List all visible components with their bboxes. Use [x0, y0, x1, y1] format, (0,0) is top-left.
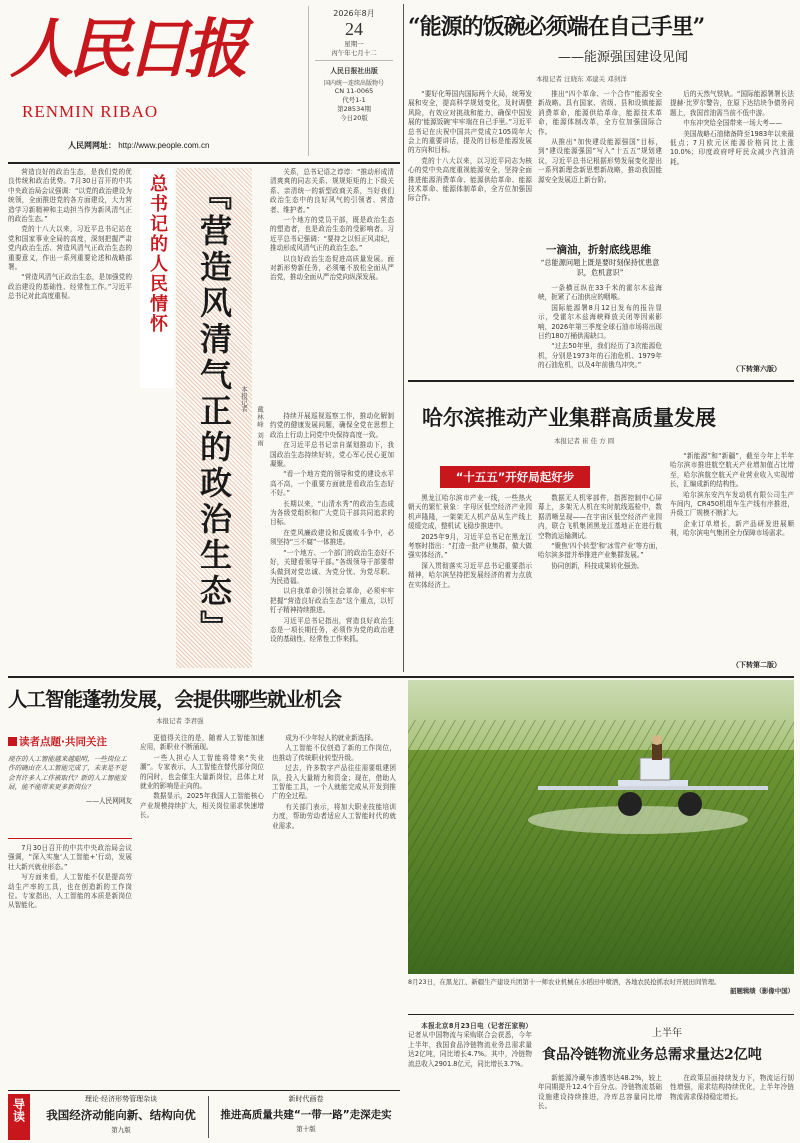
date-year-month: 2026年8月	[333, 9, 375, 18]
paragraph: 长期以来，“山清水秀”的政治生态成为各级党组织和广大党员干部共同追求的目标。	[270, 499, 394, 527]
cold-chain-col3	[670, 1074, 794, 1140]
divider-vertical	[208, 1096, 209, 1138]
reader-question: 现在的人工智能越来越聪明，一些岗位工作的确由在人工智能完成了，未来是不是会有许多人工作被取代？新的人工智能发展，能不能带来更多新岗位？	[8, 755, 127, 792]
subheading-quote: “总能源问题上既是要时刻保持忧患意识，危机意识”	[540, 258, 660, 277]
ai-title[interactable]: 人工智能蓬勃发展，会提供哪些就业机会	[8, 688, 342, 711]
paragraph: 在党风廉政建设和反腐败斗争中，必须坚持“三不腐”一体推进。	[270, 528, 394, 547]
paragraph: 党的十八大以来，习近平总书记站在党和国家事业全局的高度，深刻把握严肃党内政治生活、营造风清气正政治生态的重要意义，作出一系列重要论述和战略部署。	[8, 225, 132, 272]
headline-top-byline: 本报记者 汪晓东 邓建关 邓剑洋	[536, 75, 627, 83]
guide-item-page: 第九版	[111, 1126, 131, 1134]
feature-article	[8, 166, 400, 672]
lunar-date: 丙午年七月十二	[315, 48, 393, 61]
divider	[408, 1014, 794, 1015]
paragraph: 推出“四个革命、一个合作”能源安全新战略。具有国家、省级、县和设镇能源消费革命，能源供给革命，能源技术革命，能源体制改革，全方位加强国际合作。	[538, 90, 662, 136]
column-label-text: 总书记的人民情怀	[147, 174, 168, 334]
paragraph: 7月30日召开的中共中央政治局会议强调，“深入实施‘人工智能+’行动，发展壮大新兴就业形态。”	[8, 844, 132, 871]
headline-top	[408, 4, 794, 374]
cold-chain-col1	[408, 1022, 532, 1140]
headline-top-subtitle: ——能源强国建设见闻	[558, 50, 689, 65]
paragraph: 以自我革命引领社会革命，必须牢牢把握“营造良好政治生态”这个重点，以钉钉子精神持续推进。	[270, 587, 394, 615]
feature-col4	[270, 412, 394, 668]
paragraph: 深入贯彻落实习近平总书记重要指示精神，哈尔滨坚持把发展经济的着力点放在实体经济上。	[408, 561, 532, 589]
headline-top-col3	[670, 90, 794, 360]
headline-top-col2b	[538, 284, 662, 370]
rice-field-sprayer-photo	[408, 680, 794, 974]
weekday: 星期一	[344, 40, 364, 48]
harbin-byline: 本报记者 崔 佳 方 圆	[554, 437, 615, 445]
guide-item-belt-road[interactable]	[212, 1094, 400, 1140]
continuation-note[interactable]: （下转第六版）	[732, 366, 781, 373]
guide-item-kicker: 新时代画卷	[288, 1095, 324, 1103]
paragraph	[408, 1022, 532, 1069]
code: 代号1-1	[342, 96, 366, 104]
paragraph: 新能源冷藏车渗透率达48.2%，较上年同期提升12.4个百分点。冷链物流基础设施建设持续推进，冷库总容量同比增长。	[538, 1074, 662, 1111]
divider-vertical	[403, 4, 404, 672]
reader-box-title	[8, 734, 132, 749]
guide-item-title: 我国经济动能向新、结构向优	[46, 1108, 196, 1122]
paragraph: “新能源”和“新疆”，截至今年上半年哈尔滨市推进航空航天产业增加值占比增至，哈尔滨航空航天产业营业收入实现增长，汇编成新的结构性。	[670, 452, 794, 489]
divider	[8, 1090, 400, 1091]
byline-names: 戴林峰 刘雨	[256, 406, 264, 447]
headline-top-title[interactable]: “能源的饭碗必须端在自己手里”	[408, 14, 705, 40]
paragraph: “营造风清气正政治生态，是加强党的政治建设的基础性、经常性工作。”习近平总书记对此高度重视。	[8, 273, 132, 301]
feature-col3	[270, 168, 394, 408]
masthead-pinyin: RENMIN RIBAO	[22, 102, 159, 121]
paragraph: 一些人担心人工智能将带来“失业潮”。专家表示，人工智能在替代部分岗位的同时，也会催生大量新岗位，总体上对就业的影响是正向的。	[140, 753, 264, 791]
paragraph: 在习近平总书记亲自谋划推动下，我国政治生态持续好转，党心军心民心更加凝聚。	[270, 441, 394, 469]
paragraph: 中东冲突给全国带来一场大考——	[683, 119, 783, 128]
harbin-col1	[408, 494, 532, 670]
website-label: 人民网网址：	[68, 141, 116, 150]
paragraph: 后的天然气铁轨。“国际能源署署长法提赫·比罗尔警告，在原下达结块争债务问题上，我国首油需当前不低中游。	[670, 90, 794, 117]
ai-article	[8, 680, 400, 1086]
reader-box-title-text: 读者点题·共同关注	[19, 736, 107, 748]
photo-caption-text: 8月23日，在黑龙江、新疆生产建设兵团第十一师农业机械在水稻田中喷洒，各地农民抢抓农时开展田间管理。	[408, 978, 721, 986]
guide-label: 导读	[11, 1098, 26, 1122]
divider	[408, 380, 794, 382]
divider	[8, 676, 794, 678]
paragraph: “聚焦‘四个转型’和‘冰雪产业’等方面，哈尔滨多措并举推进产业集群发展。”	[538, 542, 662, 560]
paragraph: 美国战略石油储备降至1983年以来最低点；7月欧元区能源价格同比上涨10.0%；印度政府呼吁民众减少汽油消耗。	[670, 129, 794, 166]
feature-title-panel	[176, 168, 252, 668]
photo-credit: 韶题辑绩（影像中国）	[730, 987, 794, 995]
masthead	[8, 4, 400, 160]
paragraph: 过去，许多数字产品往往需要组建团队，投入大量精力和资金；现在，借助人工智能工具，一个人就能完成从开发到推广的全过程。	[272, 764, 396, 801]
paragraph: “要好化筹国内国际两个大局，统筹发展和安全，提高科学规划变化，及时调整风险，有效应对挑战和能力，确保中国发展的‘能源饭碗’牢牢端在自己手里。”习近平总书记在庆祝中国共产党成立105周年大会上的重要讲话，提及的目标是能源发展的方向和目标。	[408, 90, 532, 155]
harbin-banner	[440, 466, 590, 488]
paragraph: 更值得关注的是，随着人工智能加速应用，新职业不断涌现。	[140, 734, 264, 752]
continuation-note[interactable]: （下转第二版）	[732, 662, 781, 669]
paragraph: 习近平总书记指出，营造良好政治生态是一项长期任务，必须作为党的政治建设的基础性、经常性工作来抓。	[270, 616, 394, 644]
cold-chain-kicker: 上半年	[652, 1028, 682, 1039]
paragraph: 哈尔滨东安汽车发动机有限公司生产车间内，CR450机组车生产线有序推进，升级工厂规模不断扩大。	[670, 490, 794, 518]
ai-col1	[8, 844, 132, 1072]
paragraph: “过去50年里，我们经历了3次能源危机，分别是1973年的石油危机、1979年的石油危机，以及4年前俄乌冲突。”	[538, 342, 662, 370]
paragraph: “一个地方、一个部门的政治生态好不好，关键看领导干部。”各级领导干部要带头做到对党忠诚、为党分忧、为党尽职、为民造福。	[270, 548, 394, 585]
guide-item-economy[interactable]	[36, 1094, 206, 1140]
paragraph: 营造良好的政治生态，是我们党的优良传统和政治优势。7月30日召开的中共中央政治局会议强调：“以党的政治建设为统领，全面推进党的各方面建设，大力营造学习新精神和主动担当作为新风清气正的政治生态。”	[8, 168, 132, 224]
date-day: 24	[345, 19, 363, 39]
feature-col1	[8, 168, 132, 668]
headline-top-col1	[408, 90, 532, 368]
headline-top-col2	[538, 90, 662, 226]
paragraph: 一条横亘纵在33千米的霍尔木兹海峡，扼紧了石油供应的咽喉。	[538, 284, 662, 302]
date-box	[308, 6, 399, 156]
divider	[8, 162, 400, 164]
paragraph: “看一个地方党的领导和党的建设水平高不高，一个重要方面就是看政治生态好不好。”	[270, 470, 394, 498]
paragraph: 数据显示，2025年我国人工智能核心产业规模持续扩大，相关岗位需求快速增长。	[140, 792, 264, 820]
byline-role: 本报记者	[240, 386, 248, 412]
guide-item-page: 第十版	[296, 1125, 316, 1133]
paragraph: 持续开展巡视巡察工作，推动化解制约党的健康发展问题，确保全党在思想上政治上行动上同党中央保持高度一致。	[270, 412, 394, 439]
harbin-banner-text: “十五五”开好局起好步	[455, 470, 575, 484]
paragraph: 在政策层面持续发力下，物流运行韧性增强，需求结构持续优化，上半年冷链物流需求保持稳定增长。	[670, 1074, 794, 1101]
paragraph: 协同创新，科技成果转化强劲。	[551, 561, 644, 570]
divider	[8, 838, 132, 839]
subheading-oil: 一滴油，折射底线思维	[546, 244, 651, 256]
paragraph: 2025年9月，习近平总书记在黑龙江考察时指出：“打造一批产业集群，做大做强实体经济。”	[408, 532, 532, 560]
feature-reporters	[256, 406, 266, 447]
feature-column-label	[140, 168, 174, 388]
cold-chain-title[interactable]: 食品冷链物流业务总需求量达2亿吨	[542, 1047, 762, 1063]
paragraph: 数据无人机零部件，指挥控制中心屏幕上，多架无人机在实时航线巡检中，数据清晰呈现——在宇宙区低空经济产业园内，联合飞机集团黑龙江基地正在进行航空物流运输测试。	[538, 494, 662, 540]
ai-col3	[272, 734, 396, 1072]
website-line	[68, 140, 209, 151]
cn-label: 国内统一连续出版物号	[323, 80, 384, 87]
issue-number: 第28534期	[337, 105, 371, 113]
paragraph: 写方面来看，人工智能不仅是提高劳动生产率的工具，也在创造新的工作岗位。专家指出，人工智能的本质是新岗位从智能化。	[8, 873, 132, 910]
reader-signature: ——人民网网友	[85, 796, 132, 805]
guide-item-title: 推进高质量共建“一带一路”走深走实	[220, 1109, 392, 1121]
ai-col2	[140, 734, 264, 1072]
news-photo[interactable]	[408, 680, 794, 974]
harbin-col2	[538, 494, 662, 670]
cn-number: CN 11-0065	[334, 87, 374, 95]
paragraph: 成为不少年轻人的就业新选择。	[285, 734, 378, 742]
paragraph: 企业订单增长，新产品研发进展顺利，哈尔滨电气集团全力保障市场需求。	[670, 519, 794, 538]
photo-caption	[408, 978, 794, 1012]
ai-byline: 本报记者 李君强	[156, 717, 204, 725]
harbin-col3	[670, 452, 794, 658]
website-url[interactable]: http://www.people.com.cn	[118, 141, 210, 150]
paragraph: 从推出“加快建设能源强国”目标，到“建设能源强国”写入“十五五”规划建议，习近平总书记根据形势发展变化提出一系列新理念新思想新战略，推动我国能源安全发展迈上新台阶。	[538, 138, 662, 184]
guide-label-box	[8, 1094, 30, 1140]
quote-icon	[8, 737, 17, 746]
reader-box	[8, 734, 132, 834]
masthead-logo: 人民日报	[10, 12, 242, 87]
dateline: 本报北京8月23日电（记者汪家驹）	[421, 1022, 532, 1030]
harbin-article	[408, 384, 794, 672]
harbin-title[interactable]: 哈尔滨推动产业集群高质量发展	[422, 405, 716, 430]
feature-title[interactable]: 『营造风清气正的政治生态』	[195, 178, 233, 646]
paragraph-text: 记者从中国物流与采购联合会获悉，今年上半年，我国食品冷链物流业务总需求量达2亿吨，同比增长4.7%。其中，冷链物流总收入2901.8亿元，同比增长3.7%。	[408, 1031, 532, 1068]
paragraph: 一个地方的党员干部，既是政治生态的塑造者，也是政治生态的受影响者。习近平总书记强调：“要持之以恒正风肃纪，推动形成风清气正的政治生态。”	[270, 216, 394, 253]
paragraph: 有关部门表示，将加大职业技能培训力度，帮助劳动者适应人工智能时代的就业需求。	[272, 802, 396, 830]
cold-chain-col2	[538, 1074, 662, 1140]
guide-bar	[8, 1094, 400, 1140]
cold-chain-article	[408, 1018, 794, 1142]
paragraph: 关系，总书记语之谆谆：“推动形成清清爽爽的同志关系、规规矩矩的上下级关系、亲清统一的新型政商关系，当好我们政治生态中的良好风气的引领者、营造者、维护者。”	[270, 168, 394, 214]
guide-item-kicker: 理论·经济形势管理杂谈	[84, 1095, 158, 1103]
paragraph: 以良好政治生态促进高质量发展。面对新形势新任务，必须毫不放松全面从严治党，推动全面从严治党向纵深发展。	[270, 254, 394, 282]
page-count: 今日20版	[340, 114, 368, 122]
publisher: 人民日报社出版	[330, 67, 378, 75]
paragraph: 国际能源署8月12日发布的报告显示，受霍尔木兹海峡释放关闭等因素影响，2026年第三季度全球石油市场将出现日约180万桶供需缺口。	[538, 303, 662, 341]
paragraph: 党的十八大以来，以习近平同志为核心的党中央高度重视能源安全，坚持全面推进能源消费革命、能源供给革命、能源技术革命、能源体制革命，全方位加强国际合作。	[408, 156, 532, 203]
paragraph: 人工智能不仅创造了新的工作岗位，也推动了传统职业转型升级。	[272, 744, 396, 762]
feature-byline	[240, 386, 252, 412]
paragraph: 黑龙江哈尔滨市产业一线，一些热火朝天的繁忙景象：字母区低空经济产业园机声隆隆，一架架无人机产品从生产线上缓缓完成，整机试飞稳步推进中。	[408, 494, 532, 531]
